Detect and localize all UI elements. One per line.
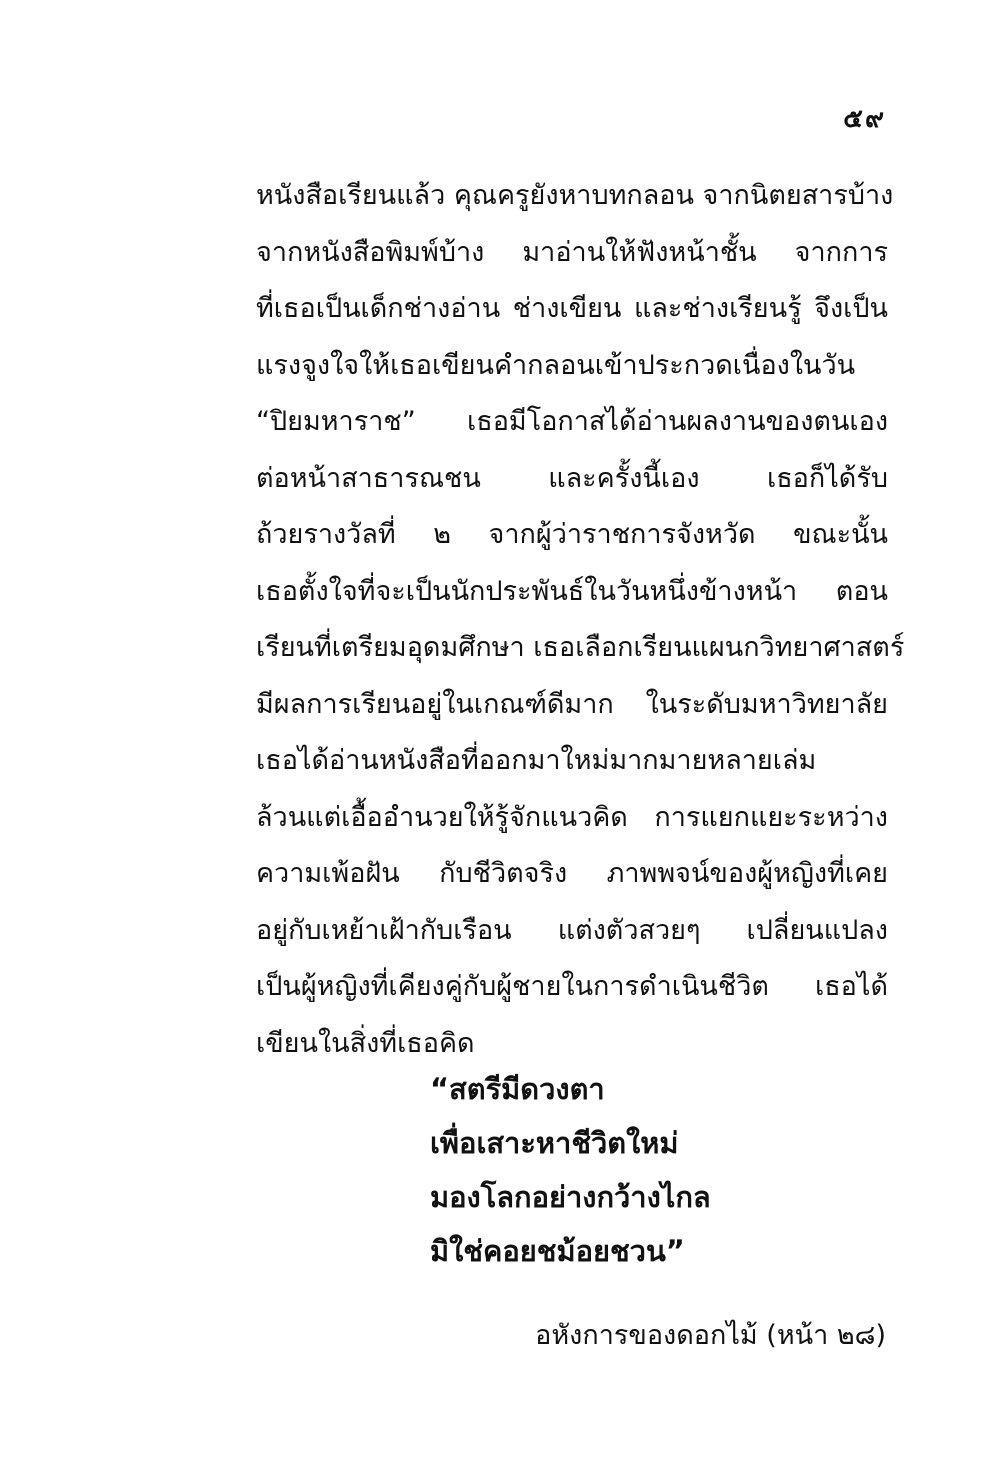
paragraph-line: เรียนที่เตรียมอุดมศึกษา เธอเลือกเรียนแผนกวิทยาศาสตร์ [256, 632, 905, 663]
paragraph-line: “ปิยมหาราช” เธอมีโอกาสได้อ่านผลงานของตนเอง [256, 406, 888, 437]
poem-citation: อหังการของดอกไม้ (หน้า ๒๘) [535, 1320, 886, 1351]
body-paragraph [256, 168, 905, 1072]
paragraph-line: อยู่กับเหย้าเฝ้ากับเรือน แต่งตัวสวยๆ เปลี่ยนแปลง [256, 914, 888, 946]
paragraph-line: จากหนังสือพิมพ์บ้าง มาอ่านให้ฟังหน้าชั้น จากการ [256, 236, 888, 268]
paragraph-line: เธอได้อ่านหนังสือที่ออกมาใหม่มากมายหลายเล่ม [256, 745, 817, 776]
paragraph-line: ถ้วยรางวัลที่ ๒ จากผู้ว่าราชการจังหวัด ขณะนั้น [256, 519, 888, 550]
paragraph-line: มีผลการเรียนอยู่ในเกณฑ์ดีมาก ในระดับมหาวิทยาลัย [256, 688, 888, 720]
poem-line: มิใช่คอยชม้อยชวน” [430, 1234, 685, 1268]
paragraph-line: ความเพ้อฝัน กับชีวิตจริง ภาพพจน์ของผู้หญิงที่เคย [256, 858, 888, 889]
paragraph-line: ที่เธอเป็นเด็กช่างอ่าน ช่างเขียน และช่างเรียนรู้ จึงเป็น [256, 293, 888, 324]
poem-line: เพื่อเสาะหาชีวิตใหม่ [430, 1126, 679, 1160]
paragraph-line: ล้วนแต่เอื้ออำนวยให้รู้จักแนวคิด การแยกแยะระหว่าง [256, 801, 888, 833]
paragraph-line: หนังสือเรียนแล้ว คุณครูยังหาบทกลอน จากนิตยสารบ้าง [256, 180, 894, 211]
page-number: ๕๙ [843, 104, 886, 134]
poem-line: “สตรีมีดวงตา [430, 1072, 605, 1106]
poem-quote [430, 1062, 711, 1278]
paragraph-line: เขียนในสิ่งที่เธอคิด [256, 1027, 475, 1059]
poem-line: มองโลกอย่างกว้างไกล [430, 1180, 711, 1214]
paragraph-line: แรงจูงใจให้เธอเขียนคำกลอนเข้าประกวดเนื่องในวัน [256, 349, 856, 381]
paragraph-line: เธอตั้งใจที่จะเป็นนักประพันธ์ในวันหนึ่งข้างหน้า ตอน [256, 575, 888, 607]
paragraph-line: ต่อหน้าสาธารณชน และครั้งนี้เอง เธอก็ได้รับ [256, 462, 888, 494]
paragraph-line: เป็นผู้หญิงที่เคียงคู่กับผู้ชายในการดำเนินชีวิต เธอได้ [256, 971, 888, 1002]
